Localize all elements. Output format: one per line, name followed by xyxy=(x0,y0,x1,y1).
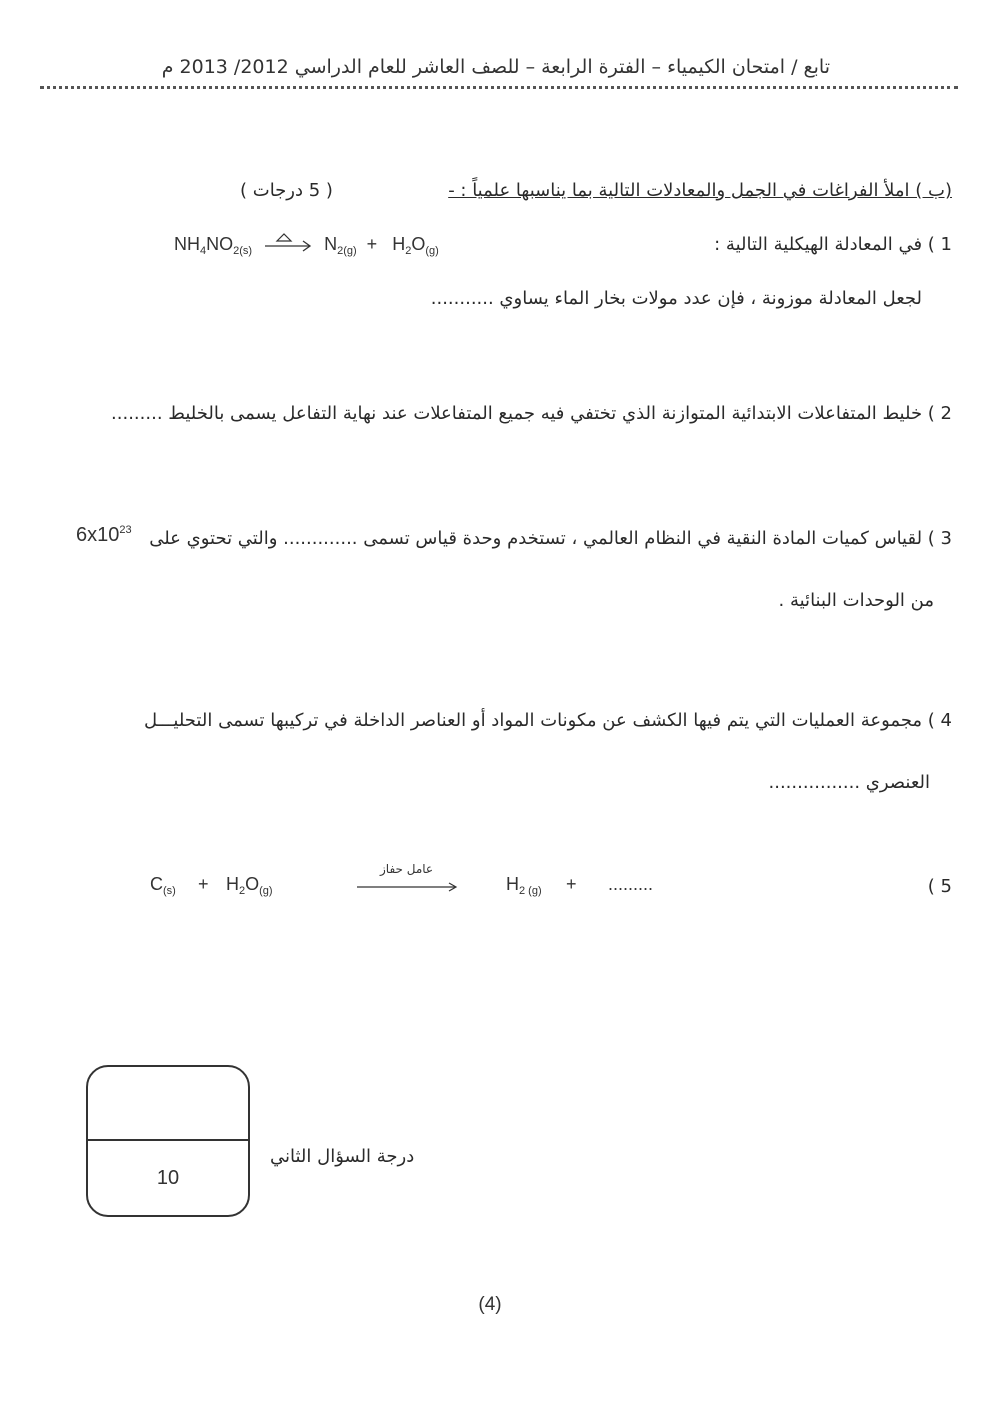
q5-catalyst-label: عامل حفاز xyxy=(380,862,434,876)
q1-product-water: $H_2O_{(g)}$ xyxy=(392,234,439,257)
q1-product-n2: $N_{2(g)}$ xyxy=(324,234,357,257)
section-marks: ( 5 درجات ) xyxy=(240,180,333,201)
question-5-number: 5 ) xyxy=(927,876,952,897)
q5-plus-1: + xyxy=(198,874,209,894)
q3-number-exponent: 23 xyxy=(119,524,132,536)
q1-equation: $NH_4NO_{2(s)}$ $N_{2(g)} + H_2O_{(g)}$ xyxy=(174,234,439,257)
question-3-text: 3 ) لقياس كميات المادة النقية في النظام العالمي ، تستخدم وحدة قياس تسمى ............. والتي تحتوي على xyxy=(149,528,952,549)
q3-number-base: 6x10 xyxy=(76,524,120,546)
question-4-line2: العنصري ................ xyxy=(768,772,930,793)
question-1-text: 1 ) في المعادلة الهيكلية التالية : xyxy=(714,234,952,255)
score-box-label: درجة السؤال الثاني xyxy=(270,1146,415,1167)
q5-plus-2: + xyxy=(566,874,577,894)
question-3-line2: من الوحدات البنائية . xyxy=(778,590,934,611)
q1-reactant: $NH_4NO_{2(s)}$ xyxy=(174,234,253,257)
page-header: تابع / امتحان الكيمياء – الفترة الرابعة – للصف العاشر للعام الدراسي 2012/ 2013 م xyxy=(161,56,830,78)
q5-reactant-water: $H_2O_{(g)}$ xyxy=(226,874,273,897)
q5-product-hydrogen: $H_{2 (g)}$ xyxy=(506,874,542,897)
q1-heat-arrow xyxy=(257,236,319,254)
question-1-line2: لجعل المعادلة موزونة ، فإن عدد مولات بخار الماء يساوي ........... xyxy=(430,288,922,309)
score-box-divider xyxy=(88,1139,248,1141)
q5-reactant-carbon: $C_{(s)}$ xyxy=(150,874,176,897)
score-box xyxy=(86,1065,250,1217)
header-divider xyxy=(40,86,958,89)
q3-avogadro-number xyxy=(76,524,132,547)
score-box-total: 10 xyxy=(156,1167,180,1189)
section-instruction: (ب ) املأ الفراغات في الجمل والمعادلات التالية بما يناسبها علمياً : - xyxy=(448,180,952,201)
question-4-text: 4 ) مجموعة العمليات التي يتم فيها الكشف عن مكونات المواد أو العناصر الداخلة في تركيبها تسمى التحليـــل xyxy=(143,710,952,731)
q5-blank: ......... xyxy=(608,874,654,894)
question-2-text: 2 ) خليط المتفاعلات الابتدائية المتوازنة الذي تختفي فيه جميع المتفاعلات عند نهاية التفاعل يسمى بالخليط ......... xyxy=(111,403,952,424)
page-number: (4) xyxy=(478,1294,502,1315)
q5-reaction-arrow xyxy=(355,880,465,894)
